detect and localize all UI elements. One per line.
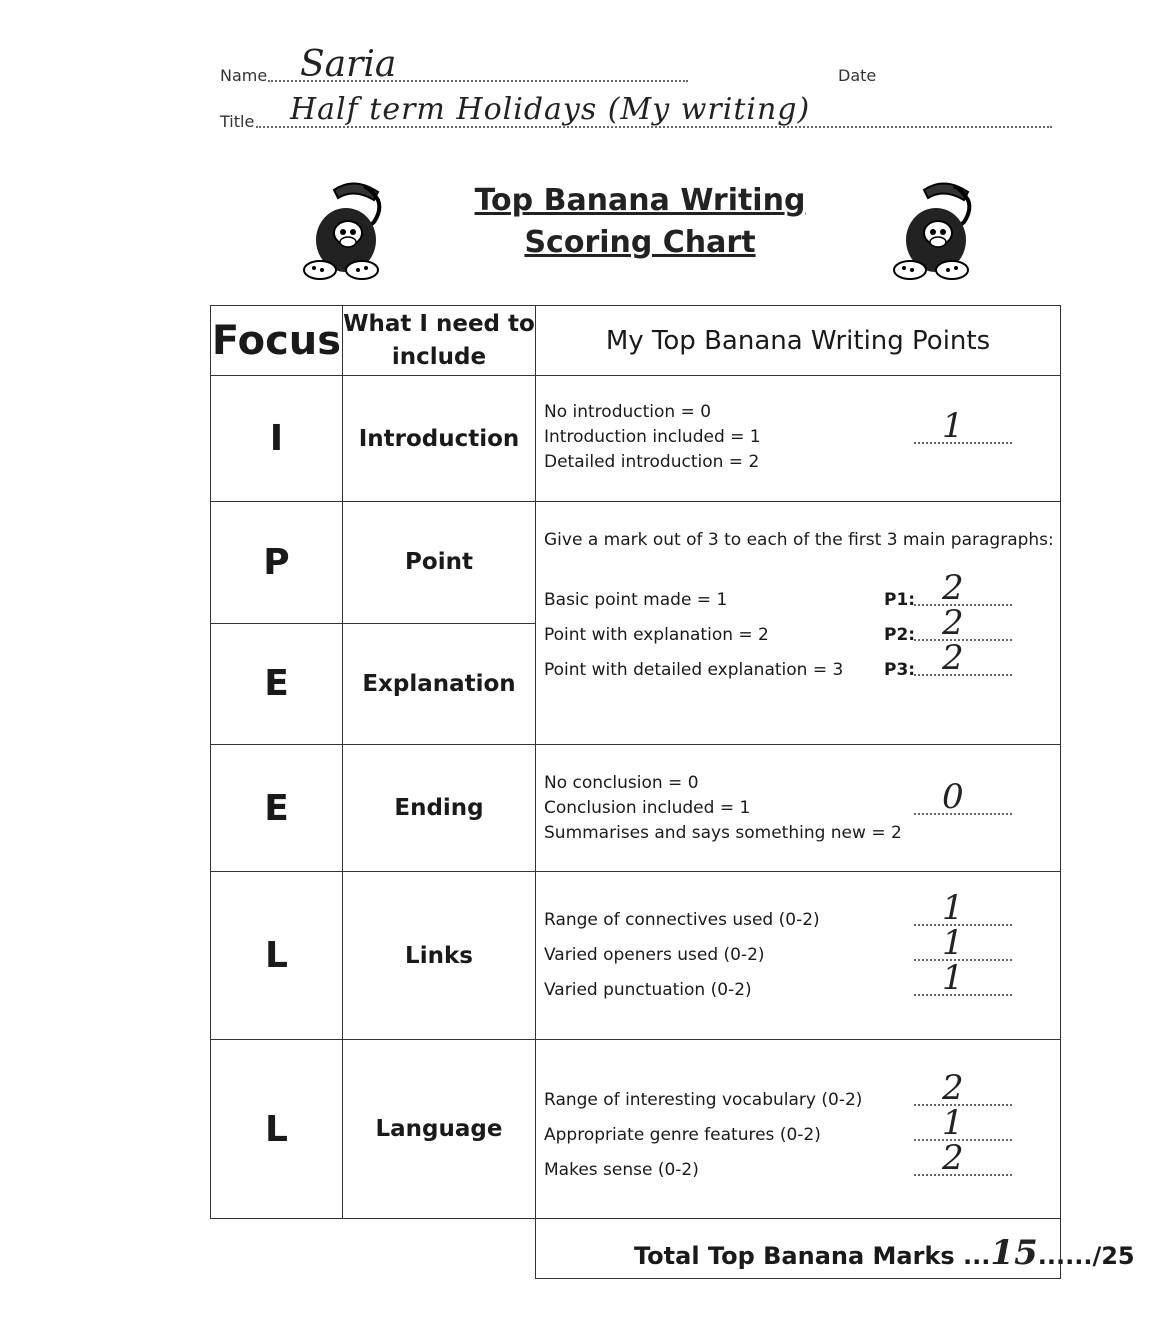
name-value[interactable]: Saria bbox=[300, 44, 397, 85]
mark-field[interactable] bbox=[914, 1138, 1012, 1178]
criteria-line: Introduction included = 1 bbox=[544, 427, 761, 447]
mark-value: 1 bbox=[942, 923, 964, 963]
criteria-line: Basic point made = 1 bbox=[544, 590, 728, 610]
date-label: Date bbox=[838, 66, 877, 85]
criteria-line: Detailed introduction = 2 bbox=[544, 452, 760, 472]
criteria-line: Varied openers used (0-2) bbox=[544, 945, 765, 965]
empty-cell bbox=[211, 1219, 536, 1279]
total-row bbox=[211, 1219, 1061, 1279]
criteria-line: Conclusion included = 1 bbox=[544, 798, 751, 818]
criteria-line: Range of connectives used (0-2) bbox=[544, 910, 820, 930]
criteria-line: No introduction = 0 bbox=[544, 402, 712, 422]
table-row bbox=[211, 1040, 1061, 1219]
need-text: Language bbox=[343, 1040, 536, 1219]
points-cell bbox=[536, 1040, 1061, 1219]
points-cell bbox=[536, 745, 1061, 872]
criteria-line: Range of interesting vocabulary (0-2) bbox=[544, 1090, 863, 1110]
mark-value: 2 bbox=[942, 568, 964, 608]
table-row bbox=[211, 745, 1061, 872]
paragraph-label: P3: bbox=[884, 660, 916, 680]
mark-value: 1 bbox=[942, 406, 964, 446]
need-text: Point bbox=[343, 502, 536, 624]
points-cell bbox=[536, 502, 1061, 745]
mark-field[interactable] bbox=[914, 958, 1012, 998]
criteria-line: Makes sense (0-2) bbox=[544, 1160, 699, 1180]
points-header: My Top Banana Writing Points bbox=[536, 306, 1061, 376]
focus-header: Focus bbox=[211, 306, 343, 376]
need-text: Links bbox=[343, 872, 536, 1040]
table-row bbox=[211, 502, 1061, 624]
points-cell bbox=[536, 872, 1061, 1040]
criteria-line: Appropriate genre features (0-2) bbox=[544, 1125, 821, 1145]
mark-value: 1 bbox=[942, 958, 964, 998]
instruction-text: Give a mark out of 3 to each of the first 3 main paragraphs: bbox=[544, 530, 1054, 550]
mark-value: 2 bbox=[942, 1138, 964, 1178]
focus-letter: E bbox=[211, 623, 343, 745]
table-header-row bbox=[211, 306, 1061, 376]
chart-heading bbox=[470, 180, 810, 264]
total-value[interactable]: 15 bbox=[990, 1233, 1038, 1273]
mark-field[interactable] bbox=[914, 406, 1012, 446]
criteria-line: Summarises and says something new = 2 bbox=[544, 823, 902, 843]
focus-letter: I bbox=[211, 376, 343, 502]
heading-line-1: Top Banana Writing bbox=[474, 183, 806, 218]
title-value[interactable]: Half term Holidays (My writing) bbox=[290, 92, 811, 127]
mark-value: 1 bbox=[942, 1103, 964, 1143]
need-text: Ending bbox=[343, 745, 536, 872]
mark-field[interactable] bbox=[914, 777, 1012, 817]
focus-letter: L bbox=[211, 1040, 343, 1219]
total-suffix: ....../25 bbox=[1037, 1242, 1135, 1270]
title-label: Title bbox=[220, 112, 255, 131]
total-text bbox=[634, 1233, 1135, 1273]
focus-letter: L bbox=[211, 872, 343, 1040]
name-label: Name bbox=[220, 66, 268, 85]
monkey-with-banana-icon bbox=[884, 178, 984, 283]
criteria-line: No conclusion = 0 bbox=[544, 773, 699, 793]
focus-letter: P bbox=[211, 502, 343, 624]
mark-value: 1 bbox=[942, 888, 964, 928]
mark-value: 2 bbox=[942, 638, 964, 678]
points-cell bbox=[536, 376, 1061, 502]
criteria-line: Varied punctuation (0-2) bbox=[544, 980, 752, 1000]
mark-field[interactable] bbox=[914, 638, 1012, 678]
need-text: Introduction bbox=[343, 376, 536, 502]
need-header: What I need to include bbox=[343, 306, 536, 376]
total-cell bbox=[536, 1219, 1135, 1279]
paragraph-label: P2: bbox=[884, 625, 916, 645]
mark-value: 0 bbox=[942, 777, 964, 817]
table-row bbox=[211, 376, 1061, 502]
criteria-line: Point with detailed explanation = 3 bbox=[544, 660, 844, 680]
mark-value: 2 bbox=[942, 1068, 964, 1108]
scoring-table bbox=[210, 305, 1135, 1279]
need-text: Explanation bbox=[343, 623, 536, 745]
total-label: Total Top Banana Marks ... bbox=[634, 1242, 991, 1270]
heading-line-2: Scoring Chart bbox=[524, 225, 756, 260]
monkey-with-banana-icon bbox=[294, 178, 394, 283]
table-row bbox=[211, 872, 1061, 1040]
mark-value: 2 bbox=[942, 603, 964, 643]
criteria-line: Point with explanation = 2 bbox=[544, 625, 769, 645]
focus-letter: E bbox=[211, 745, 343, 872]
paragraph-label: P1: bbox=[884, 590, 916, 610]
